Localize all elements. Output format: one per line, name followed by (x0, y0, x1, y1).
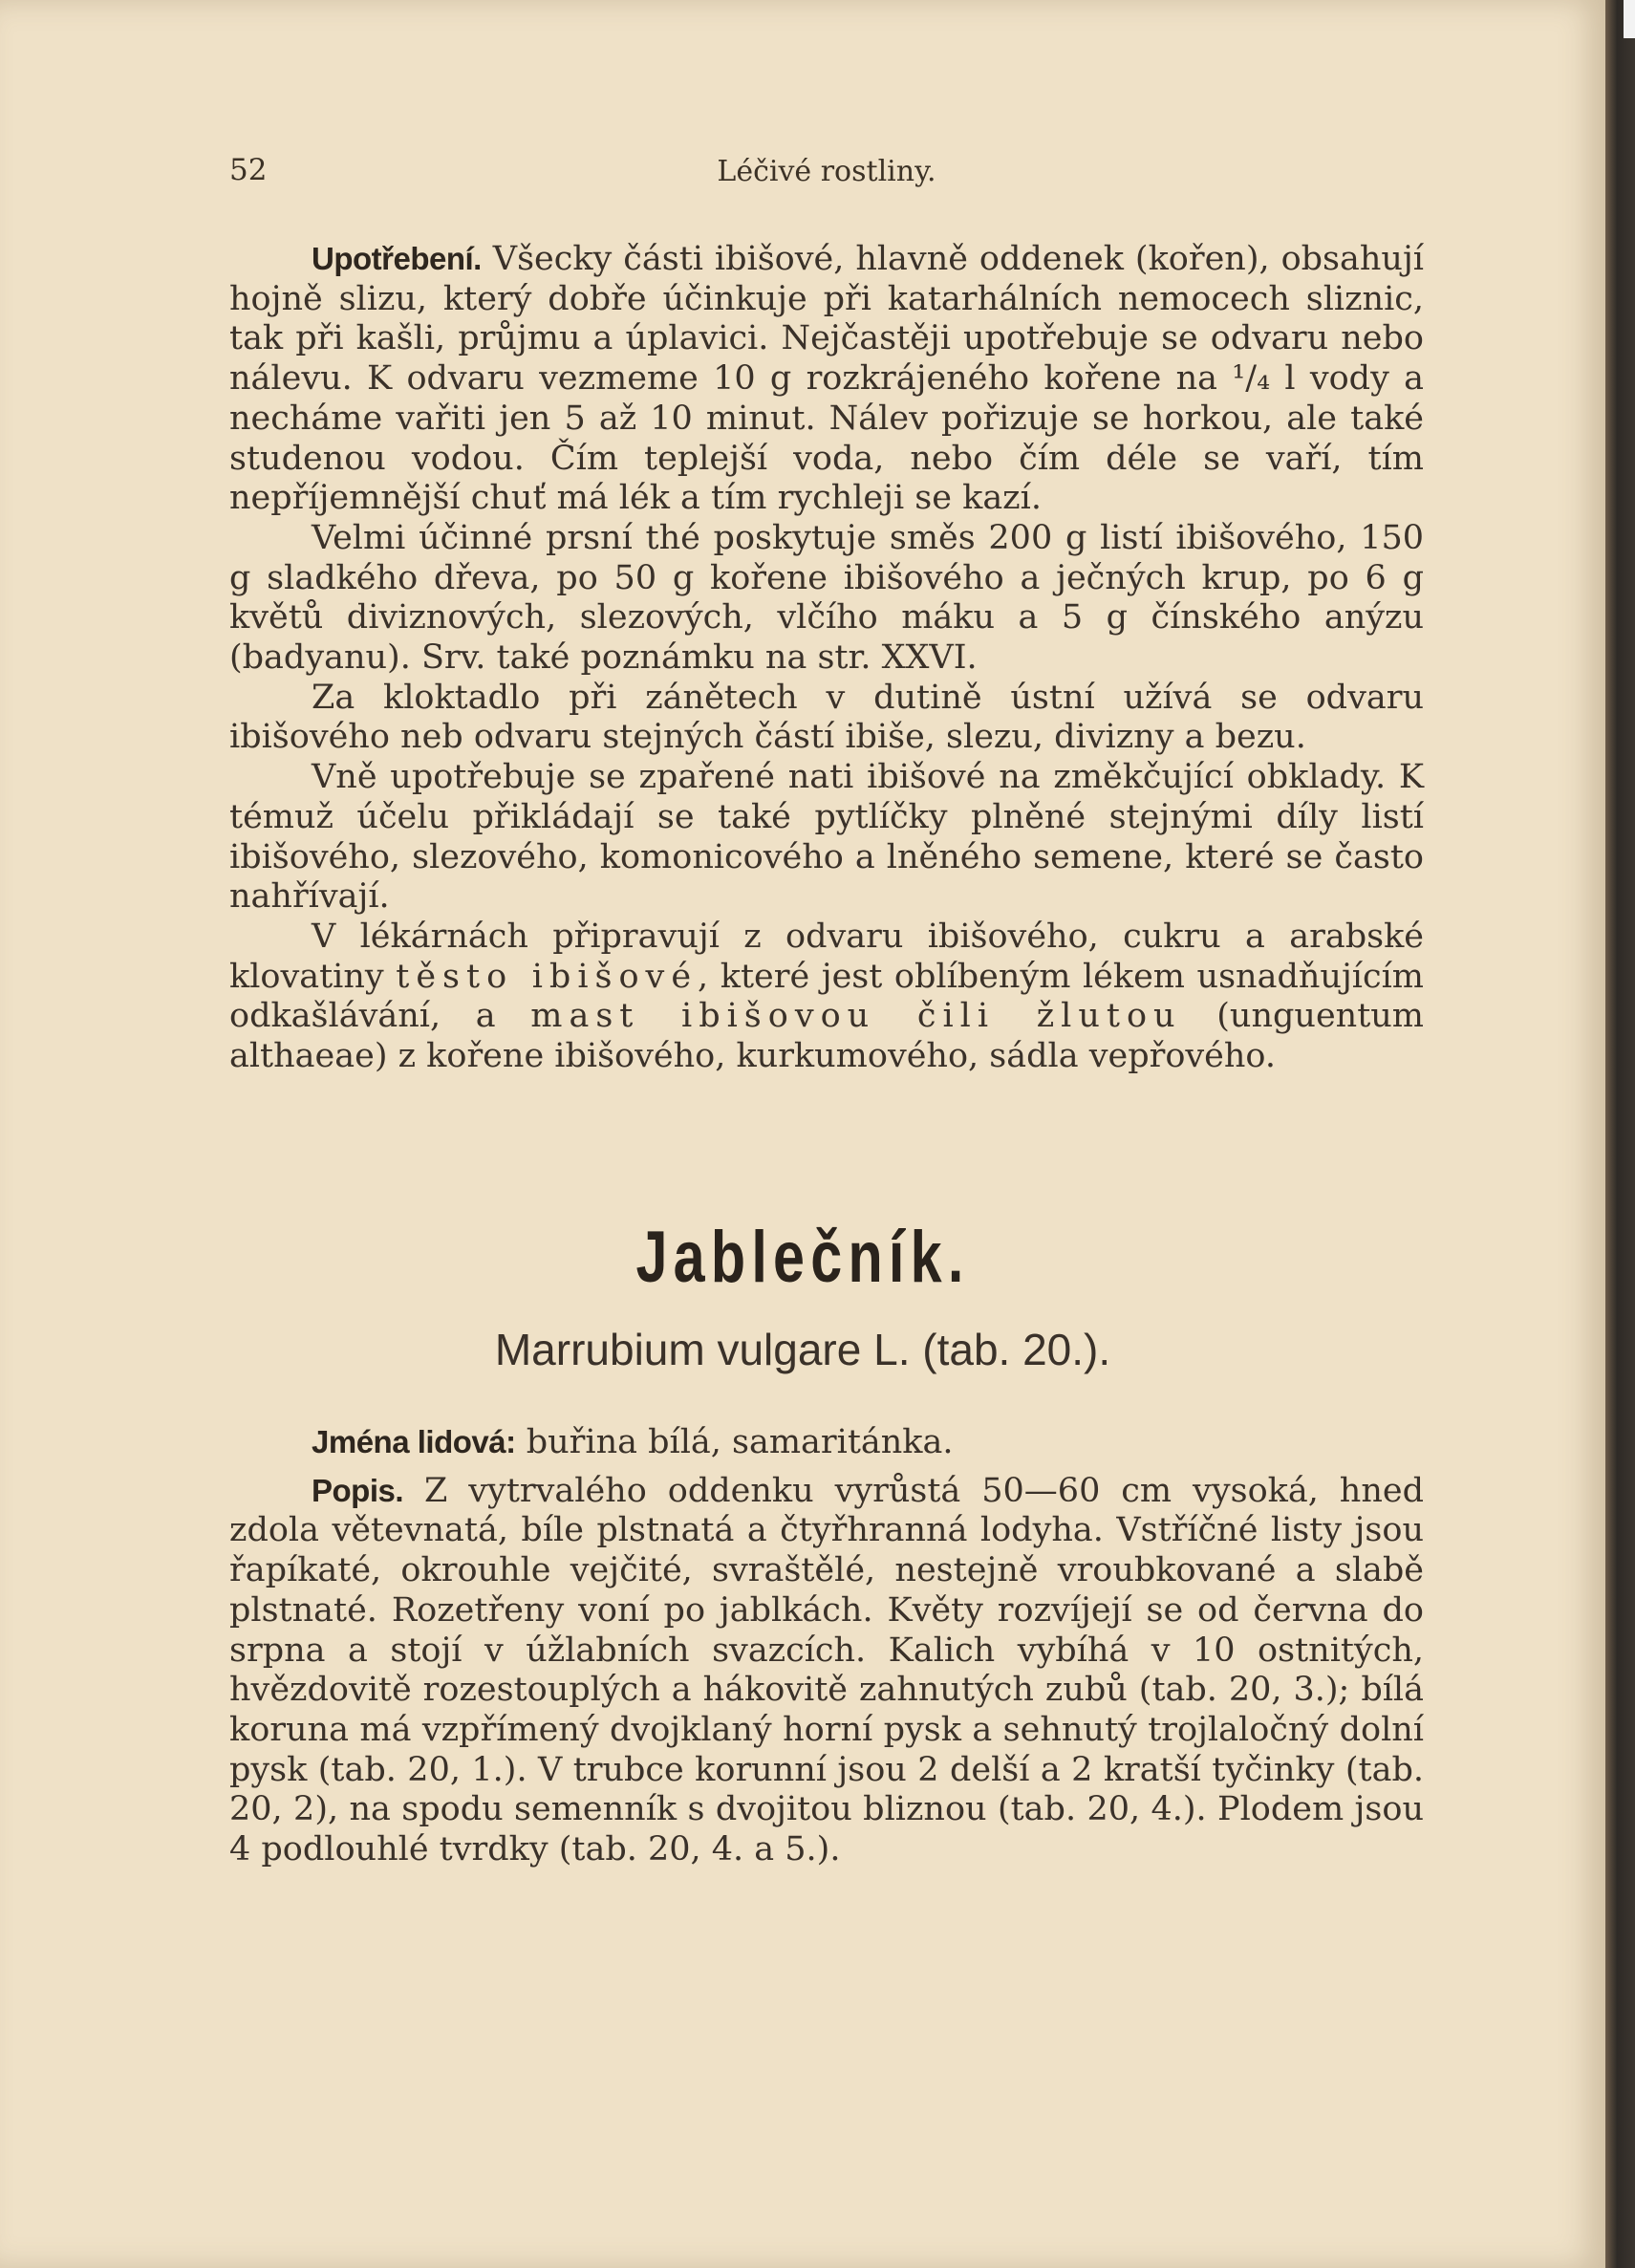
description-label: Popis. (312, 1472, 404, 1508)
page-number: 52 (229, 153, 268, 187)
usage-paragraph-5: V lékárnách připravují z odvaru ibišového, cukru a arabské klovatiny těsto ibišové, které jest oblíbeným lékem usnadňujícím odkašlávání, a mast ibišovou čili žlutou (unguentum althaeae) z kořene ibišového, kurkumového, sádla vepřového. (229, 917, 1424, 1076)
usage-section (229, 239, 1424, 1077)
spaced-term-mast: mast ibišovou čili žlutou (530, 997, 1182, 1036)
running-title: Léčivé rostliny. (717, 155, 936, 188)
spaced-term-testo: těsto ibišové (396, 957, 699, 996)
folk-names-paragraph: Jména lidová: buřina bílá, samaritánka. (312, 1423, 954, 1461)
usage-label: Upotřebení. (312, 241, 482, 276)
plant-heading: Jablečník. (635, 1217, 970, 1298)
usage-paragraph-2: Velmi účinné prsní thé poskytuje směs 200 g listí ibišového, 150 g sladkého dřeva, po 50 g kořene ibišového a ječných krup, po 6 g květů diviznových, slezových, vlčího máku a 5 g čínského anýzu (badyanu). Srv. také poznámku na str. XXVI. (229, 518, 1424, 678)
book-edge (1605, 0, 1635, 2268)
usage-paragraph-4: Vně upotřebuje se zpařené nati ibišové na změkčující obklady. K témuž účelu přikládají se také pytlíčky plněné stejnými díly listí ibišového, slezového, komonicového a lněného semene, které se často nahřívají. (229, 758, 1424, 917)
folk-names-label: Jména lidová: (312, 1424, 516, 1459)
description-paragraph: Popis. Z vytrvalého oddenku vyrůstá 50—60 cm vysoká, hned zdola větevnatá, bíle plstnatá a čtyřhranná lodyha. Vstříčné listy jsou řapíkaté, okrouhle vejčité, svraštělé, nestejně vroubkované a slabě plstnaté. Rozetřeny voní po jablkách. Květy rozvíjejí se od června do srpna a stojí v úžlabních svazcích. Kalich vybíhá v 10 ostnitých, hvězdovitě rozestouplých a hákovitě zahnutých zubů (tab. 20, 3.); bílá koruna má vzpřímený dvojklaný horní pysk a sehnutý trojlaločný dolní pysk (tab. 20, 1.). V trubce korunní jsou 2 delší a 2 kratší tyčinky (tab. 20, 2), na spodu semenník s dvojitou bliznou (tab. 20, 4.). Plodem jsou 4 podlouhlé tvrdky (tab. 20, 4. a 5.). (229, 1471, 1424, 1869)
page-header (229, 153, 1424, 191)
plant-latin-name: Marrubium vulgare L. (tab. 20.). (494, 1325, 1111, 1374)
scan-corner (1624, 0, 1635, 38)
plant-section (229, 1422, 1424, 1870)
usage-paragraph-3: Za kloktadlo při zánětech v dutině ústní užívá se odvaru ibišového neb odvaru stejných částí ibiše, slezu, divizny a bezu. (229, 678, 1424, 757)
usage-paragraph-1: Upotřebení. Všecky části ibišové, hlavně oddenek (kořen), obsahují hojně slizu, který dobře účinkuje při katarhálních nemocech sliznic, tak při kašli, průjmu a úplavici. Nejčastěji upotřebuje se odvaru nebo nálevu. K odvaru vezmeme 10 g rozkrájeného kořene na ¹/₄ l vody a necháme vařiti jen 5 až 10 minut. Nálev pořizuje se horkou, ale také studenou vodou. Čím teplejší voda, nebo čím déle se vaří, tím nepříjemnější chuť má lék a tím rychleji se kazí. (229, 240, 1424, 518)
